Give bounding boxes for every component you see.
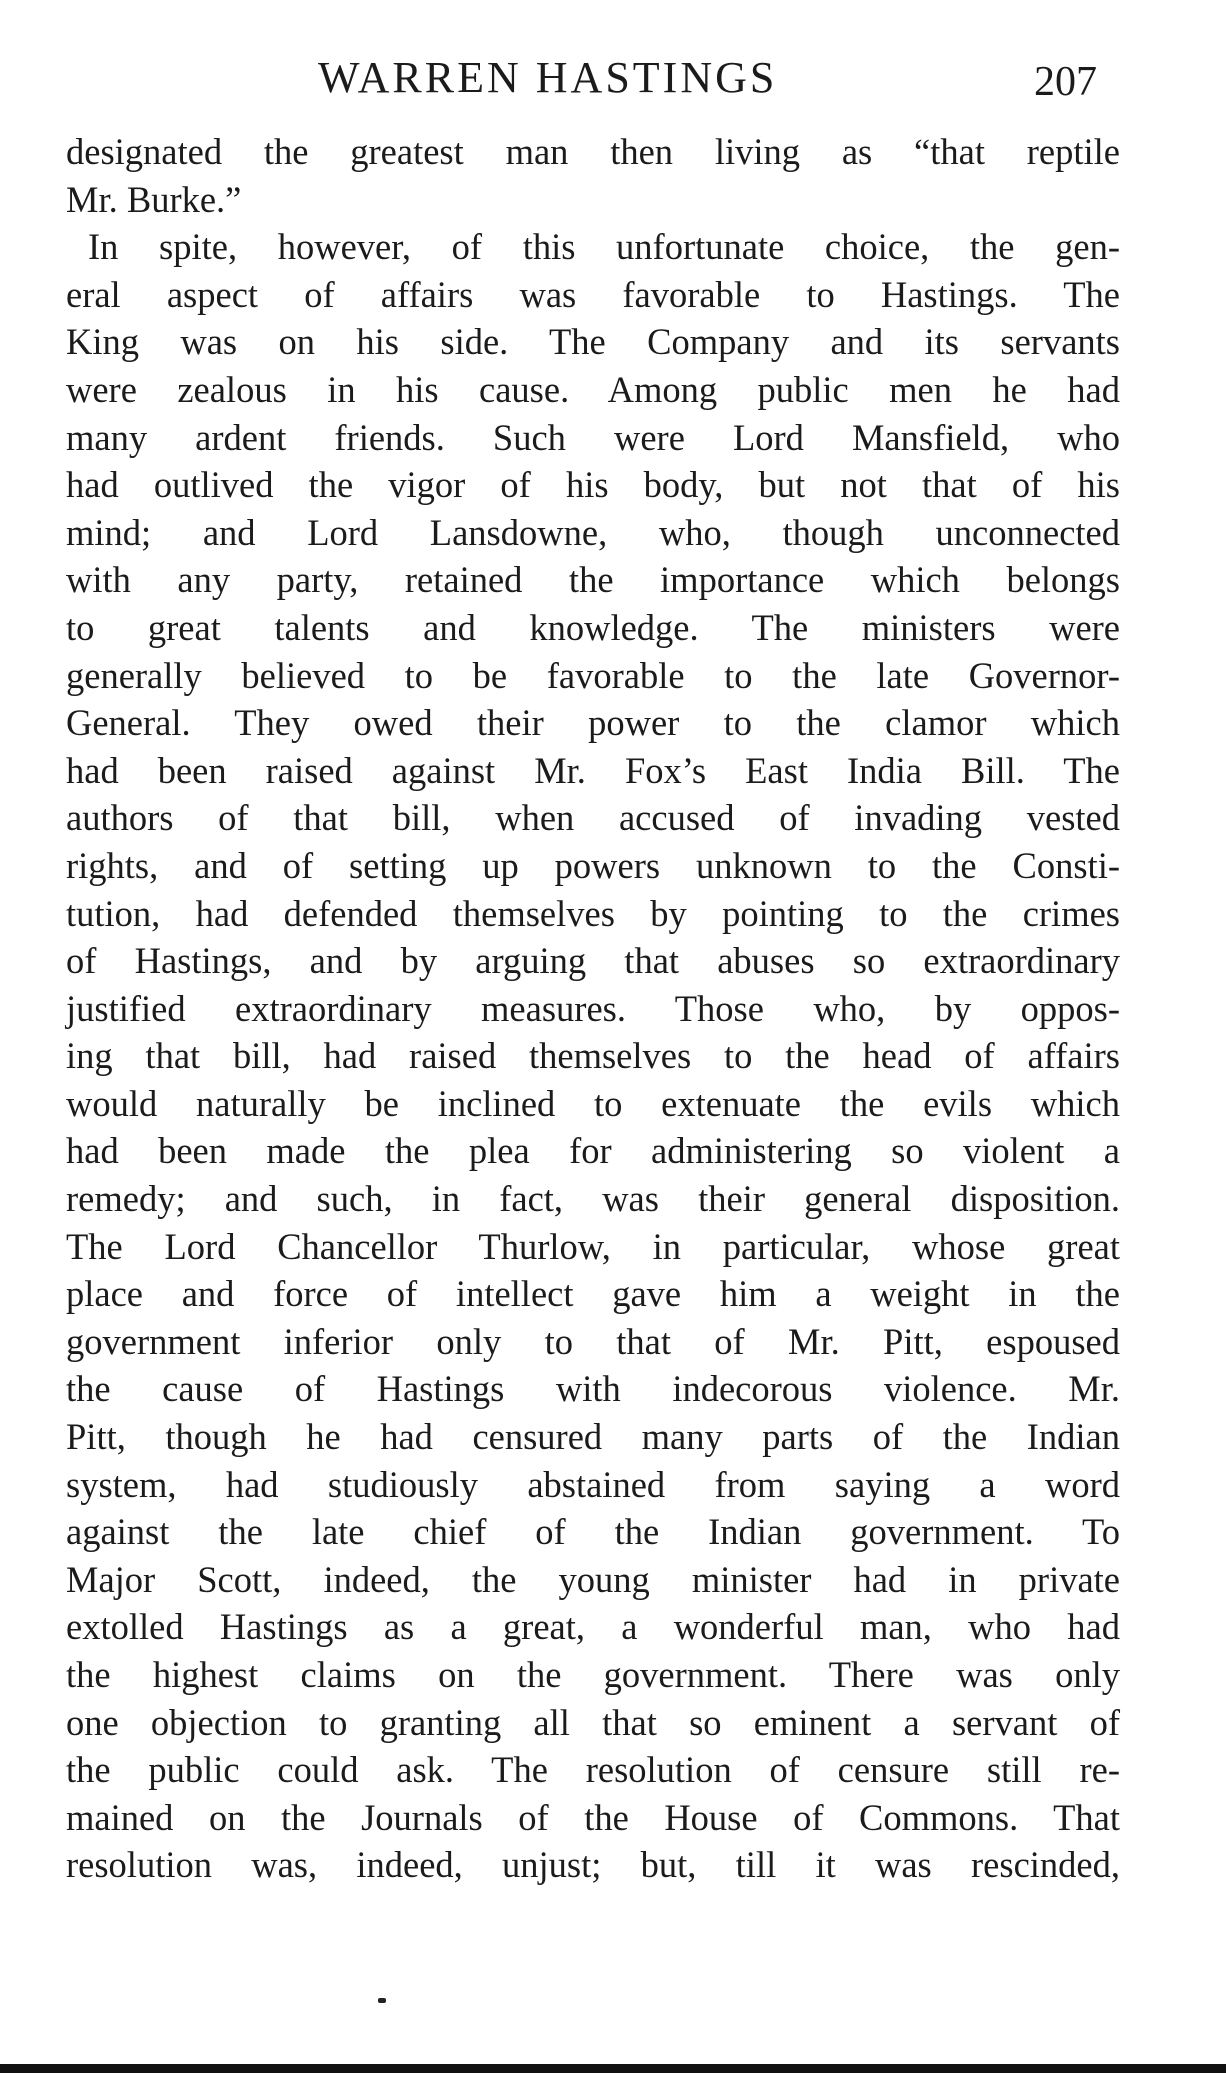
text-line: the highest claims on the government. There was only xyxy=(66,1654,1120,1695)
text-line: of Hastings, and by arguing that abuses so extraordinary xyxy=(66,940,1120,982)
text-line: one objection to granting all that so eminent a servant of xyxy=(66,1701,1120,1743)
text-line: eral aspect of affairs was favorable to Hastings. The xyxy=(66,273,1120,315)
text-line: The Lord Chancellor Thurlow, in particular, whose great xyxy=(66,1225,1120,1267)
text-line: had been raised against Mr. Fox’s East India Bill. The xyxy=(66,749,1120,791)
text-line: mind; and Lord Lansdowne, who, though unconnected xyxy=(66,511,1120,553)
text-line: In spite, however, of this unfortunate choice, the gen- xyxy=(88,226,1120,268)
text-line: government inferior only to that of Mr. Pitt, espoused xyxy=(66,1320,1120,1362)
text-line: against the late chief of the Indian government. To xyxy=(66,1511,1120,1553)
text-line: were zealous in his cause. Among public men he had xyxy=(66,368,1120,410)
running-head xyxy=(0,52,1226,112)
text-line: King was on his side. The Company and its servants xyxy=(66,321,1120,363)
ink-speck xyxy=(378,1998,386,2003)
body-text xyxy=(66,128,1120,1889)
text-line: justified extraordinary measures. Those who, by oppos- xyxy=(66,987,1120,1029)
text-line: Pitt, though he had censured many parts of the Indian xyxy=(66,1416,1120,1458)
text-line: resolution was, indeed, unjust; but, till it was rescinded, xyxy=(66,1844,1120,1886)
text-line: remedy; and such, in fact, was their general disposition. xyxy=(66,1178,1120,1220)
text-line: many ardent friends. Such were Lord Mansfield, who xyxy=(66,416,1120,458)
text-line: system, had studiously abstained from saying a word xyxy=(66,1463,1120,1505)
text-line: tution, had defended themselves by pointing to the crimes xyxy=(66,892,1120,934)
text-line: Major Scott, indeed, the young minister had in private xyxy=(66,1558,1120,1600)
page-number: 207 xyxy=(1034,59,1097,105)
text-line: had been made the plea for administering so violent a xyxy=(66,1130,1120,1172)
text-line: Mr. Burke.” xyxy=(66,178,242,220)
text-line: the cause of Hastings with indecorous violence. Mr. xyxy=(66,1368,1120,1410)
text-line: had outlived the vigor of his body, but not that of his xyxy=(66,464,1120,506)
text-line: place and force of intellect gave him a weight in the xyxy=(66,1273,1120,1315)
text-line: mained on the Journals of the House of Commons. That xyxy=(66,1796,1120,1838)
text-line: with any party, retained the importance which belongs xyxy=(66,559,1120,601)
text-line: the public could ask. The resolution of censure still re- xyxy=(66,1749,1120,1791)
text-line: generally believed to be favorable to the late Governor- xyxy=(66,654,1120,696)
text-line: to great talents and knowledge. The ministers were xyxy=(66,606,1120,648)
text-line: ing that bill, had raised themselves to the head of affairs xyxy=(66,1035,1120,1077)
text-line: designated the greatest man then living as “that reptile xyxy=(66,131,1120,172)
text-line: would naturally be inclined to extenuate the evils which xyxy=(66,1082,1120,1124)
text-line: rights, and of setting up powers unknown to the Consti- xyxy=(66,844,1120,886)
text-line: extolled Hastings as a great, a wonderful man, who had xyxy=(66,1606,1120,1648)
text-line: authors of that bill, when accused of invading vested xyxy=(66,797,1120,839)
bottom-rule xyxy=(0,2064,1226,2073)
running-head-title: WARREN HASTINGS xyxy=(318,53,778,102)
text-line: General. They owed their power to the clamor which xyxy=(66,702,1120,744)
